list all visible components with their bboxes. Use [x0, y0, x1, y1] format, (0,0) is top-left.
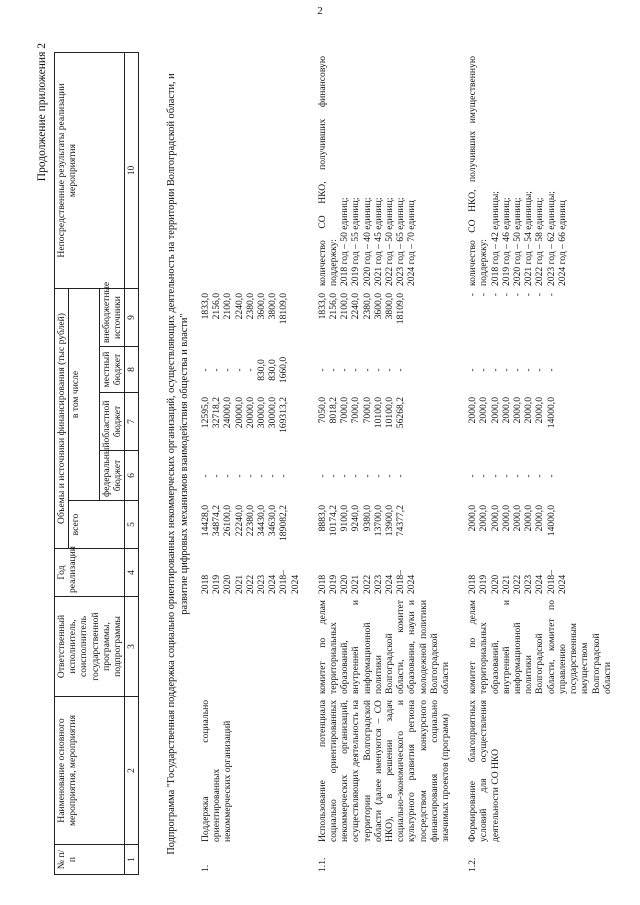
- row-federal: - - - - - - - -: [200, 474, 290, 478]
- row-results: количество СО НКО, получивших имущественную поддержку: 2018 год – 42 единицы; 2019 год – 46 единиц; 2020 год – 50 единиц; 2021 год – 54 единицы; 2022 год – 58 единиц; 2023 год – 62 единицы; 2024 год – 66 единиц: [467, 56, 568, 286]
- row-extrabudget: 1833,0 2156,0 2100,0 2240,0 2380,0 3600,0 3800,0 18109,0: [316, 293, 407, 325]
- row-responsible: комитет по делам территориальных образований, внутренней и информационной политики Волгоградской области, комитет по управлению государственным имуществом Волгоградской области: [467, 600, 613, 694]
- header-responsible: Ответственный исполнитель, соисполнитель государственной программы, подпрограммы: [55, 597, 125, 697]
- row-total: 2000,0 2000,0 2000,0 2000,0 2000,0 2000,0 2000,0 14000,0: [467, 505, 557, 537]
- col-number: 5: [125, 501, 139, 549]
- col-number: 9: [125, 288, 139, 346]
- col-number: 10: [125, 52, 139, 288]
- row-name: Поддержка социально ориентированных некоммерческих организаций: [200, 700, 234, 842]
- header-total: всего: [69, 501, 125, 549]
- row-responsible: комитет по делам территориальных образований, внутренней и информационной политики Волгоградской области, комитет образования, науки и молодежной политики Волгоградской области: [316, 600, 452, 694]
- header-name: Наименование основного мероприятия, мероприятия: [55, 697, 125, 845]
- row-regional: 12595,0 32718,2 24000,0 20000,0 20000,0 30000,0 30000,0 169313,2: [200, 397, 290, 433]
- row-years: 2018 2019 2020 2021 2022 2023 2024 2018–2024: [316, 570, 418, 594]
- row-total: 8883,0 10174,2 9100,0 9240,0 9380,0 13700,0 13900,0 74377,2: [316, 505, 407, 537]
- header-federal: федеральный бюджет: [99, 451, 124, 501]
- table-row: [467, 53, 613, 875]
- header-table: [54, 52, 139, 875]
- row-name: Формирование благоприятных условий для осуществления деятельности СО НКО: [467, 700, 501, 842]
- row-local: - - - - - - - -: [316, 368, 407, 372]
- rotated-page: [34, 25, 634, 885]
- col-number: 2: [125, 697, 139, 845]
- header-incl: в том числе: [69, 288, 100, 500]
- row-regional: 2000,0 2000,0 2000,0 2000,0 2000,0 2000,0 2000,0 14000,0: [467, 397, 557, 429]
- programme-table: [200, 53, 613, 875]
- row-name: Использование потенциала социально ориентированных некоммерческих организаций, осуществляющих деятельность на территории Волгоградской области (далее именуются – СО НКО), в решении задач социально-экономического и культурного развития региона посредством конкурсного финансирования социально значимых проектов (программ): [316, 700, 452, 842]
- col-number: 8: [125, 347, 139, 393]
- header-extrabudget: внебюджетные источники: [99, 288, 124, 346]
- row-years: 2018 2019 2020 2021 2022 2023 2024 2018–2024: [467, 570, 568, 594]
- row-number: 1.1.: [316, 857, 328, 872]
- col-number: 7: [125, 393, 139, 451]
- row-spacer: [301, 53, 317, 875]
- col-number: 1: [125, 845, 139, 875]
- col-number: 4: [125, 549, 139, 597]
- row-responsible: [200, 597, 301, 697]
- header-local: местный бюджет: [99, 347, 124, 393]
- header-year: Год реализации: [55, 549, 125, 597]
- row-spacer: [451, 53, 467, 875]
- row-extrabudget: - - - - - - - -: [467, 293, 557, 297]
- page-number: 2: [317, 5, 323, 17]
- header-volumes: Объемы и источники финансирования (тыс рублей): [55, 288, 69, 548]
- row-number: 1.: [200, 864, 211, 872]
- row-results: количество СО НКО, получивших финансовую поддержку: 2018 год – 50 единиц; 2019 год – 55 единиц; 2020 год – 40 единиц; 2021 год – 45 единиц; 2022 год – 50 единиц; 2023 год – 65 единиц; 2024 год – 70 единиц: [316, 56, 418, 286]
- table-row: [317, 53, 451, 875]
- row-federal: - - - - - - - -: [467, 474, 557, 478]
- row-local: - - - - - 830,0 830,0 1660,0: [200, 356, 290, 384]
- row-federal: - - - - - - - -: [316, 474, 407, 478]
- subprogram-title: Подпрограмма "Государственная поддержка социально ориентированных некоммерческих организаций, осуществляющих деятельность на территории Волгоградской области, и развитие цифровых механизмов взаимодействия общества и власти": [166, 73, 190, 855]
- row-regional: 7050,0 8018,2 7000,0 7000,0 7000,0 10100,0 10100,0 56268,2: [316, 397, 407, 429]
- table-row: [200, 53, 301, 875]
- row-number: 1.2.: [467, 857, 479, 872]
- header-num: № п/п: [55, 845, 125, 875]
- col-number: 6: [125, 451, 139, 501]
- row-years: 2018 2019 2020 2021 2022 2023 2024 2018–2024: [200, 570, 301, 594]
- header-regional: областной бюджет: [99, 393, 124, 451]
- row-results: [200, 53, 301, 289]
- col-number: 3: [125, 597, 139, 697]
- row-total: 14428,0 34874,2 26100,0 22240,0 22380,0 34430,0 34630,0 189082,2: [200, 505, 290, 541]
- continuation-note: Продолжение приложения 2: [36, 43, 48, 182]
- header-results: Непосредственные результаты реализации мероприятия: [55, 52, 125, 288]
- row-local: - - - - - - - -: [467, 368, 557, 372]
- row-extrabudget: 1833,0 2156,0 2100,0 2240,0 2380,0 3600,0 3800,0 18109,0: [200, 293, 290, 325]
